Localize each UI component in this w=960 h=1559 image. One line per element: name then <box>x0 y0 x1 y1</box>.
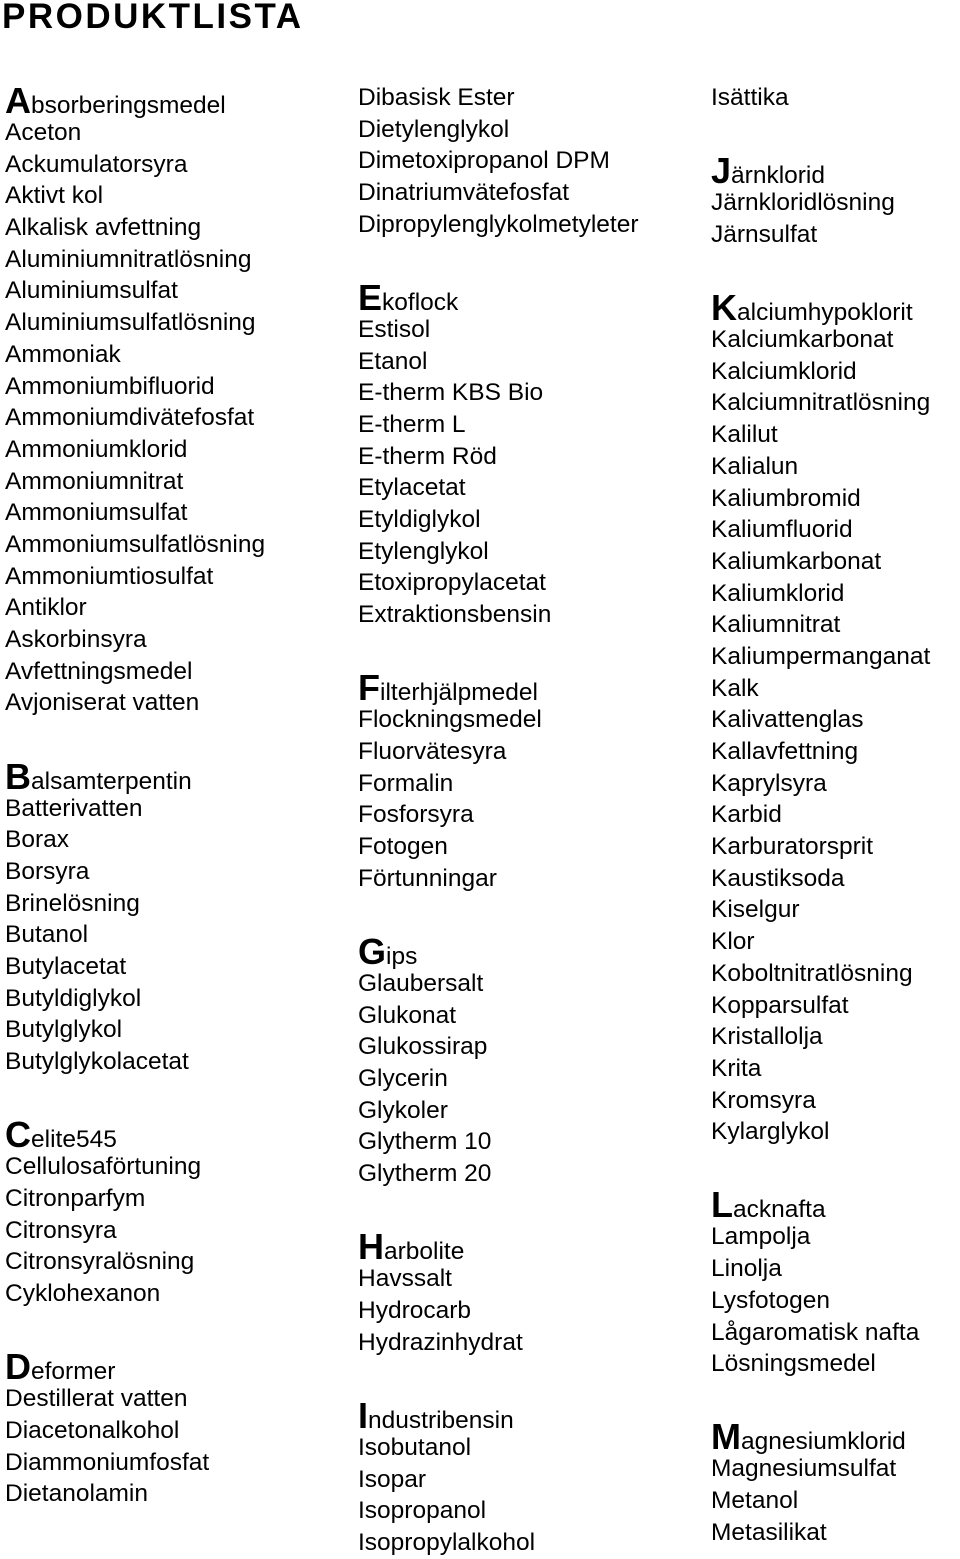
section-initial-letter: J <box>711 150 732 192</box>
product-item: Avjoniserat vatten <box>5 689 200 717</box>
product-item <box>5 1114 265 1156</box>
section-spacer <box>358 894 639 933</box>
product-item <box>358 1394 639 1436</box>
section-spacer <box>358 1358 639 1397</box>
product-item: E-therm L <box>358 411 466 438</box>
product-item: Glukonat <box>358 1001 457 1029</box>
product-item <box>358 1226 639 1268</box>
product-item: Dietylenglykol <box>358 115 510 143</box>
product-item: Dibasisk Ester <box>358 84 515 111</box>
product-item: Butanol <box>5 921 89 949</box>
product-item: Kalialun <box>711 452 799 480</box>
product-item: Metasilikat <box>711 1518 827 1546</box>
product-name-rest: ndustribensin <box>368 1406 514 1434</box>
product-item: Isopropanol <box>358 1497 487 1525</box>
product-item: Ammoniumdivätefosfat <box>5 404 255 432</box>
product-item: Krita <box>711 1054 762 1082</box>
product-item: Glycerin <box>358 1065 448 1092</box>
product-item: Butyldiglykol <box>5 984 142 1012</box>
section-spacer <box>711 114 930 153</box>
product-item: Flockningsmedel <box>358 706 542 734</box>
section-spacer <box>5 1078 265 1117</box>
product-item: Aluminiumsulfat <box>5 277 178 305</box>
product-item: Kromsyra <box>711 1086 816 1114</box>
page-title: PRODUKTLISTA <box>2 0 304 36</box>
letter-section-i <box>711 82 930 114</box>
product-item: Citronsyra <box>5 1216 117 1244</box>
product-name-rest: bsorberingsmedel <box>31 92 226 119</box>
product-item: Kalciumnitratlösning <box>711 389 931 417</box>
section-spacer <box>711 1148 930 1187</box>
product-name-rest: elite545 <box>31 1126 117 1154</box>
product-item: Kaliumfluorid <box>711 516 853 544</box>
product-column-3 <box>711 82 930 1548</box>
product-item: Ammoniumsulfatlösning <box>5 530 266 558</box>
product-item: Koboltnitratlösning <box>711 959 913 987</box>
product-item <box>5 755 265 797</box>
product-name-rest: eformer <box>31 1358 116 1386</box>
product-item: Karburatorsprit <box>711 833 874 861</box>
product-item <box>711 287 930 329</box>
product-item: Fotogen <box>358 833 448 861</box>
letter-section-a <box>5 82 265 719</box>
product-item: Kalciumkarbonat <box>711 326 894 354</box>
product-item: Antiklor <box>5 594 87 622</box>
product-item: Fluorvätesyra <box>358 738 507 765</box>
product-item: Borsyra <box>5 857 90 885</box>
product-item: Cyklohexanon <box>5 1280 161 1307</box>
product-name-rest: alciumhypoklorit <box>737 299 913 327</box>
product-item: Butylglykol <box>5 1016 123 1044</box>
product-item: Magnesiumsulfat <box>711 1455 897 1483</box>
product-item: Ammoniumtiosulfat <box>5 562 214 590</box>
letter-section-e <box>358 276 639 631</box>
section-spacer <box>358 1190 639 1229</box>
product-item <box>358 930 639 972</box>
product-item: Butylglykolacetat <box>5 1048 189 1076</box>
product-item: Havssalt <box>358 1265 452 1293</box>
product-item: Ammoniumsulfat <box>5 499 188 527</box>
product-item <box>711 1184 930 1226</box>
product-item: Citronparfym <box>5 1184 146 1212</box>
product-item: Isopar <box>358 1465 427 1493</box>
product-item: Ammoniumklorid <box>5 435 188 463</box>
product-item: Destillerat vatten <box>5 1385 188 1413</box>
product-item: Klor <box>711 928 755 956</box>
product-item: Kylarglykol <box>711 1118 830 1146</box>
product-item: Kaliumbromid <box>711 484 861 512</box>
product-item: Aktivt kol <box>5 182 104 210</box>
product-name-rest: ips <box>386 942 418 970</box>
section-spacer <box>711 1380 930 1419</box>
product-item: Kalivattenglas <box>711 706 864 734</box>
product-item: Glukossirap <box>358 1033 488 1061</box>
product-item: Hydrocarb <box>358 1296 472 1324</box>
letter-section-c <box>5 1116 265 1309</box>
product-item: Isättika <box>711 84 789 111</box>
product-item <box>358 276 639 318</box>
product-name-rest: koflock <box>382 288 459 316</box>
product-item: Kalilut <box>711 421 778 449</box>
product-item: Kaliumkarbonat <box>711 547 882 575</box>
product-name-rest: ilterhjälpmedel <box>380 679 538 707</box>
section-initial-letter: H <box>358 1226 384 1268</box>
product-item: Dipropylenglykolmetyleter <box>358 210 639 238</box>
product-name-rest: ärnklorid <box>731 162 825 190</box>
product-item <box>358 667 639 709</box>
product-item: Aluminiumsulfatlösning <box>5 309 256 337</box>
product-item: Kaliumklorid <box>711 579 845 607</box>
product-item: Ackumulatorsyra <box>5 150 188 178</box>
product-item: Butylacetat <box>5 953 127 980</box>
section-initial-letter: D <box>5 1346 31 1388</box>
section-spacer <box>711 251 930 290</box>
product-item: Lågaromatisk nafta <box>711 1318 920 1346</box>
product-item: Kaustiksoda <box>711 864 845 892</box>
product-item: Karbid <box>711 801 782 829</box>
section-initial-letter: K <box>711 287 737 329</box>
product-name-rest: alsamterpentin <box>31 767 192 795</box>
product-item: Dimetoxipropanol DPM <box>358 147 610 175</box>
section-spacer <box>5 1310 265 1349</box>
product-item: Diacetonalkohol <box>5 1416 180 1444</box>
letter-section-l <box>711 1186 930 1379</box>
product-item: Glykoler <box>358 1096 448 1124</box>
section-initial-letter: G <box>358 930 387 972</box>
product-item: Kaliumpermanganat <box>711 642 931 670</box>
product-item: Lösningsmedel <box>711 1350 876 1378</box>
product-item: Isobutanol <box>358 1433 472 1461</box>
product-item: Dinatriumvätefosfat <box>358 179 570 207</box>
letter-section-j <box>711 152 930 250</box>
letter-section-i <box>358 1394 639 1559</box>
product-item: Lampolja <box>711 1223 811 1251</box>
section-spacer <box>358 240 639 279</box>
product-item: Kopparsulfat <box>711 991 849 1019</box>
product-item: E-therm KBS Bio <box>358 379 544 407</box>
letter-section-b <box>5 755 265 1078</box>
product-item: Extraktionsbensin <box>358 601 552 629</box>
product-item: Kallavfettning <box>711 738 859 765</box>
letter-section-h <box>358 1228 639 1358</box>
product-item: Cellulosaförtuning <box>5 1153 202 1181</box>
product-item <box>711 150 930 192</box>
product-item: Alkalisk avfettning <box>5 214 202 242</box>
section-initial-letter: F <box>358 667 380 709</box>
product-item: Dietanolamin <box>5 1480 148 1508</box>
product-item: Isopropylalkohol <box>358 1528 536 1556</box>
section-initial-letter: E <box>358 276 383 318</box>
product-item: Diammoniumfosfat <box>5 1448 210 1476</box>
product-item: Etylenglykol <box>358 537 489 565</box>
letter-section-m <box>711 1418 930 1548</box>
product-item: Ammoniumbifluorid <box>5 372 215 400</box>
product-item: Glytherm 10 <box>358 1128 492 1156</box>
section-spacer <box>358 631 639 670</box>
product-item: Ammoniak <box>5 340 121 368</box>
section-initial-letter: M <box>711 1416 741 1458</box>
product-name-rest: acknafta <box>733 1196 826 1224</box>
section-initial-letter: I <box>358 1394 369 1436</box>
product-name-rest: arbolite <box>384 1238 465 1266</box>
product-item: Hydrazinhydrat <box>358 1328 523 1356</box>
product-item: Brinelösning <box>5 889 140 917</box>
section-initial-letter: L <box>711 1184 733 1226</box>
product-item: Kristallolja <box>711 1023 823 1051</box>
product-item: Ammoniumnitrat <box>5 467 184 495</box>
product-item <box>711 1416 930 1458</box>
product-item: Kalk <box>711 674 759 702</box>
letter-section-f <box>358 669 639 894</box>
product-column-1 <box>5 82 265 1510</box>
product-item: Kaliumnitrat <box>711 611 841 639</box>
product-item: Etyldiglykol <box>358 506 481 534</box>
product-column-2 <box>358 82 639 1559</box>
product-item <box>5 80 265 121</box>
section-initial-letter: A <box>5 80 31 121</box>
product-item: Citronsyralösning <box>5 1248 195 1276</box>
letter-section-k <box>711 289 930 1148</box>
product-item: Metanol <box>711 1487 799 1515</box>
product-item: Avfettningsmedel <box>5 657 193 685</box>
product-item: Kaprylsyra <box>711 769 827 797</box>
product-item <box>5 1346 265 1388</box>
product-item: Lysfotogen <box>711 1286 830 1314</box>
product-item: Järnkloridlösning <box>711 189 895 217</box>
product-item: E-therm Röd <box>358 442 497 470</box>
section-initial-letter: C <box>5 1114 31 1156</box>
product-item: Aluminiumnitratlösning <box>5 245 252 273</box>
product-item: Estisol <box>358 315 431 343</box>
letter-section-d <box>358 82 639 240</box>
product-item: Glytherm 20 <box>358 1160 492 1188</box>
product-item: Järnsulfat <box>711 220 818 248</box>
product-item: Formalin <box>358 769 454 797</box>
product-item: Fosforsyra <box>358 801 474 829</box>
product-item: Batterivatten <box>5 794 143 822</box>
section-initial-letter: B <box>5 755 31 797</box>
product-item: Aceton <box>5 119 82 146</box>
section-spacer <box>5 719 265 758</box>
product-item: Borax <box>5 826 70 854</box>
product-item: Förtunningar <box>358 864 497 892</box>
product-item: Etylacetat <box>358 474 466 502</box>
product-item: Kalciumklorid <box>711 357 857 385</box>
product-item: Glaubersalt <box>358 969 484 997</box>
product-item: Kiselgur <box>711 896 800 924</box>
product-item: Linolja <box>711 1255 782 1283</box>
letter-section-g <box>358 930 639 1190</box>
product-name-rest: agnesiumklorid <box>741 1428 906 1456</box>
product-item: Etanol <box>358 347 428 375</box>
product-item: Askorbinsyra <box>5 626 147 653</box>
letter-section-d <box>5 1348 265 1510</box>
product-item: Etoxipropylacetat <box>358 569 546 597</box>
